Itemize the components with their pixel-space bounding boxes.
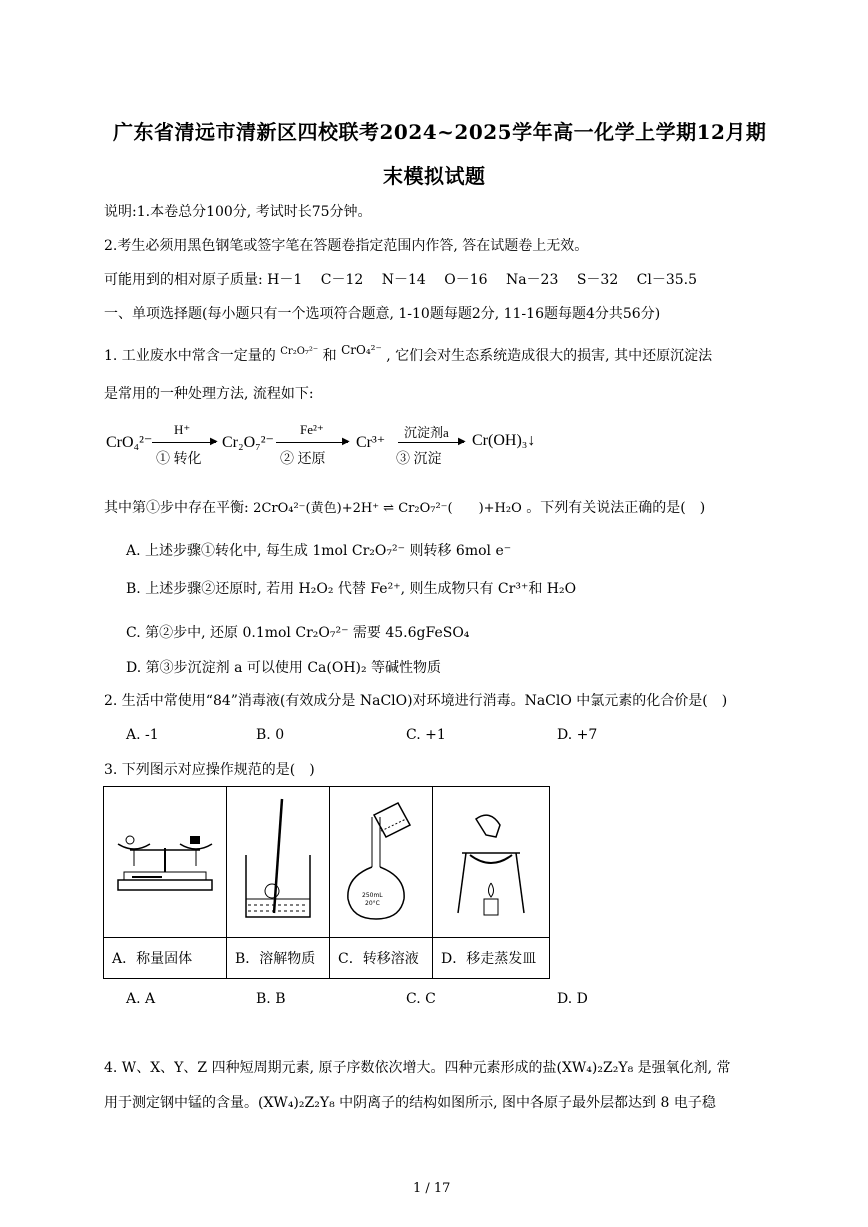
flow-species-dichromate: Cr₂O₇²⁻ bbox=[222, 434, 274, 451]
q1-option-d: D. 第③步沉淀剂 a 可以使用 Ca(OH)₂ 等碱性物质 bbox=[126, 660, 442, 676]
q1-ion-dichromate: Cr₂O₇²⁻ bbox=[280, 346, 319, 357]
flow-reagent-fe: Fe²⁺ bbox=[300, 422, 324, 437]
flow-step-3-label: ③ 沉淀 bbox=[396, 452, 442, 467]
note-atomic-mass: 可能用到的相对原子质量: H－1 C－12 N－14 O－16 Na－23 S－32 Cl－35.5 bbox=[104, 272, 698, 288]
q1-option-b: B. 上述步骤②还原时, 若用 H₂O₂ 代替 Fe²⁺, 则生成物只有 Cr³⁺和 H₂O bbox=[126, 581, 577, 597]
note-2: 2.考生必须用黑色钢笔或签字笔在答题卷指定范围内作答, 答在试题卷上无效。 bbox=[104, 238, 589, 254]
q2-option-d: D. +7 bbox=[557, 727, 598, 743]
arrow-head-icon: ▶ bbox=[458, 436, 466, 447]
balance-scale-icon bbox=[110, 820, 220, 900]
q2-stem: 2. 生活中常使用“84”消毒液(有效成分是 NaClO)对环境进行消毒。NaClO 中氯元素的化合价是( ) bbox=[104, 693, 728, 709]
q1-flow-diagram bbox=[104, 420, 564, 472]
q4-stem-line1: 4. W、X、Y、Z 四种短周期元素, 原子序数依次增大。四种元素形成的盐(XW₄)₂Z₂Y₈ 是强氧化剂, 常 bbox=[104, 1060, 731, 1076]
flow-species-cr3: Cr³⁺ bbox=[356, 434, 386, 451]
q3-option-d: D. D bbox=[557, 991, 588, 1007]
flow-reagent-a: 沉淀剂a bbox=[404, 425, 449, 440]
flask-label: 250mL bbox=[362, 892, 383, 899]
q1-stem-line2: 是常用的一种处理方法, 流程如下: bbox=[104, 386, 314, 402]
q1-equation: 2CrO₄²⁻(黄色)+2H⁺ ⇌ Cr₂O₇²⁻( )+H₂O bbox=[253, 501, 522, 516]
q3-stem: 3. 下列图示对应操作规范的是( ) bbox=[104, 762, 315, 778]
flow-species-chromate: CrO₄²⁻ bbox=[106, 434, 153, 451]
q3-option-c: C. C bbox=[406, 991, 436, 1007]
q3-caption-c: C．转移溶液 bbox=[330, 938, 433, 979]
q1-stem-a: 1. 工业废水中常含一定量的 bbox=[104, 348, 276, 364]
flow-arrow-1 bbox=[152, 442, 216, 443]
flask-temp: 20°C bbox=[365, 900, 380, 907]
q1-and: 和 bbox=[322, 348, 337, 364]
q3-caption-d: D．移走蒸发皿 bbox=[433, 938, 550, 979]
flow-step-2-label: ② 还原 bbox=[280, 452, 326, 467]
balance-figure bbox=[104, 787, 227, 938]
q3-caption-a: A．称量固体 bbox=[104, 938, 227, 979]
q1-eq-pre: 其中第①步中存在平衡: bbox=[104, 500, 249, 516]
flow-reagent-h: H⁺ bbox=[174, 422, 191, 437]
q2-option-a: A. -1 bbox=[126, 727, 159, 743]
q1-option-c: C. 第②步中, 还原 0.1mol Cr₂O₇²⁻ 需要 45.6gFeSO₄ bbox=[126, 625, 470, 641]
transfer-figure bbox=[330, 787, 433, 938]
q3-option-a: A. A bbox=[126, 991, 156, 1007]
q2-option-b: B. 0 bbox=[256, 727, 285, 743]
q2-option-c: C. +1 bbox=[406, 727, 446, 743]
flow-arrow-3 bbox=[398, 442, 464, 443]
evaporating-dish-icon bbox=[446, 795, 536, 925]
evaporating-dish-figure bbox=[433, 787, 550, 938]
arrow-head-icon: ▶ bbox=[210, 436, 218, 447]
q3-caption-b: B．溶解物质 bbox=[227, 938, 330, 979]
dissolve-figure bbox=[227, 787, 330, 938]
page-title-line2: 末模拟试题 bbox=[383, 164, 486, 188]
q1-eq-post: 。下列有关说法正确的是( ) bbox=[526, 500, 706, 516]
flow-step-1-label: ① 转化 bbox=[156, 452, 202, 467]
volumetric-flask-icon bbox=[336, 795, 426, 925]
section-heading: 一、单项选择题(每小题只有一个选项符合题意, 1-10题每题2分, 11-16题每题4分共56分) bbox=[104, 306, 661, 322]
q1-ion-chromate: CrO₄²⁻ bbox=[341, 343, 382, 357]
flow-arrow-2 bbox=[276, 442, 348, 443]
q1-equilibrium-line bbox=[104, 498, 705, 519]
q4-stem-line2: 用于测定钢中锰的含量。(XW₄)₂Z₂Y₈ 中阴离子的结构如图所示, 图中各原子最外层都达到 8 电子稳 bbox=[104, 1095, 716, 1111]
q3-figure-table bbox=[103, 786, 550, 979]
flow-species-croh3: Cr(OH)₃↓ bbox=[472, 432, 536, 449]
q1-option-a: A. 上述步骤①转化中, 每生成 1mol Cr₂O₇²⁻ 则转移 6mol e⁻ bbox=[126, 543, 512, 559]
q1-stem-b: , 它们会对生态系统造成很大的损害, 其中还原沉淀法 bbox=[386, 348, 713, 364]
page-title-line1: 广东省清远市清新区四校联考2024~2025学年高一化学上学期12月期 bbox=[113, 120, 767, 144]
page-number: 1 / 17 bbox=[413, 1181, 451, 1196]
arrow-head-icon: ▶ bbox=[342, 436, 350, 447]
q1-stem-line1 bbox=[104, 343, 713, 368]
beaker-stir-icon bbox=[238, 795, 318, 925]
q3-option-b: B. B bbox=[256, 991, 286, 1007]
note-1: 说明:1.本卷总分100分, 考试时长75分钟。 bbox=[104, 204, 372, 220]
